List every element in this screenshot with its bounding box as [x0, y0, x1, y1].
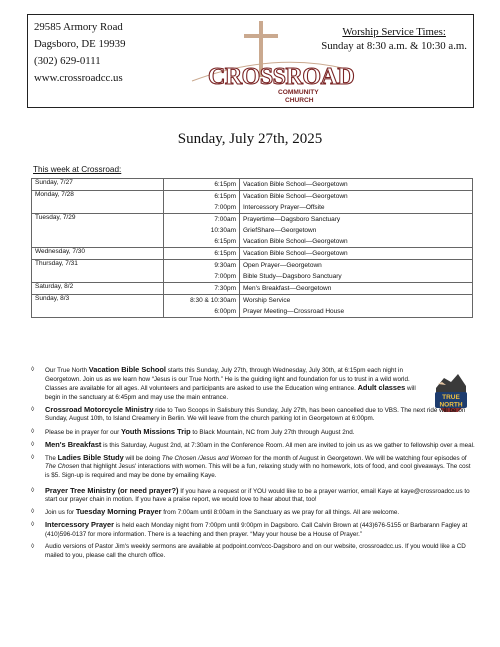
svg-text:TRUE: TRUE	[442, 394, 460, 401]
schedule-time: 9:30am	[214, 262, 236, 269]
schedule-events	[240, 283, 473, 295]
schedule-time: 6:15pm	[214, 238, 236, 245]
diamond-bullet-icon: ◊	[31, 405, 35, 413]
schedule-row	[32, 283, 473, 295]
schedule-event: Prayer Meeting—Crossroad House	[243, 308, 345, 315]
announcement-youth-missions: ◊ Please be in prayer for our Youth Missions Trip to Black Mountain, NC from July 27th through August 2nd.	[31, 426, 355, 436]
announcement-audio-sermons: ◊ Audio versions of Pastor Jim's weekly sermons are available at podpoint.com/ccc-Dagsboro and on our website, crossroadcc.us. If you would like a CD mailed to you, please call the church office.	[31, 543, 466, 559]
schedule-day: Sunday, 7/27	[32, 179, 164, 191]
diamond-bullet-icon: ◊	[31, 486, 35, 494]
schedule-day: Monday, 7/28	[32, 191, 164, 214]
diamond-bullet-icon: ◊	[31, 440, 35, 448]
schedule-time: 6:15pm	[214, 181, 236, 188]
announcement-motorcycle-ministry: ◊ Crossroad Motorcycle Ministry ride to Two Scoops in Salisbury this Sunday, July 27th, has been cancelled due to VBS. The next ride will be on Sunday, August 10th, to Island Creamery in Berlin. We will leave from the church parking lot in Georgetown at 6:00pm.	[31, 404, 466, 423]
website-link[interactable]: www.crossroadcc.us	[34, 72, 123, 84]
schedule-event: Prayertime—Dagsboro Sanctuary	[243, 216, 341, 223]
schedule-time: 6:00pm	[214, 308, 236, 315]
schedule-event: Open Prayer—Georgetown	[243, 262, 322, 269]
schedule-event: Intercessory Prayer—Offsite	[243, 204, 325, 211]
week-schedule-table	[31, 178, 473, 318]
diamond-bullet-icon: ◊	[31, 366, 35, 373]
schedule-row	[32, 248, 473, 260]
header-box	[27, 14, 474, 108]
announcement-tuesday-prayer: ◊ Join us for Tuesday Morning Prayer from 7:00am until 8:00am in the Sanctuary as we pray for all things. All are welcome.	[31, 507, 400, 517]
schedule-times	[164, 214, 240, 248]
schedule-times	[164, 191, 240, 214]
svg-text:NORTH: NORTH	[439, 401, 463, 409]
logo-subtitle-1: COMMUNITY	[278, 89, 319, 96]
announcement-vbs: ◊ Our True North Vacation Bible School starts this Sunday, July 27th, through Wednesday, July 30th, at 6:15pm each night in Georgetown. Join us as we learn how “Jesus is our True North.” He is the guiding light and foundation for us to trust in a wild world. Classes are available for all ages. All volunteers and participants are asked to use the Education wing entrance. Adult classes will begin in the sanctuary at 6:45pm and may use the main entrance.	[31, 365, 416, 401]
schedule-time: 7:00pm	[214, 204, 236, 211]
schedule-times	[164, 283, 240, 295]
schedule-event: Men's Breakfast—Georgetown	[243, 285, 332, 292]
logo-wordmark: CROSSROAD	[208, 64, 355, 90]
announcement-mens-breakfast: ◊ Men's Breakfast is this Saturday, August 2nd, at 7:30am in the Conference Room. All men are invited to join us as we gather to fellowship over a meal.	[31, 439, 475, 449]
worship-times-text: Sunday at 8:30 a.m. & 10:30 a.m.	[321, 40, 467, 52]
schedule-day: Wednesday, 7/30	[32, 248, 164, 260]
schedule-row	[32, 179, 473, 191]
schedule-time: 10:30am	[210, 227, 236, 234]
schedule-events	[240, 295, 473, 318]
schedule-time: 8:30 & 10:30am	[190, 297, 236, 304]
schedule-times	[164, 248, 240, 260]
schedule-row	[32, 295, 473, 318]
schedule-event: Worship Service	[243, 297, 291, 304]
schedule-event: Vacation Bible School—Georgetown	[243, 250, 348, 257]
schedule-time: 6:15pm	[214, 250, 236, 257]
schedule-times	[164, 179, 240, 191]
schedule-row	[32, 191, 473, 214]
schedule-time: 7:30pm	[214, 285, 236, 292]
announcement-ladies-bible-study: ◊ The Ladies Bible Study will be doing The Chosen /Jesus and Women for the month of August in Georgetown. We will be watching four episodes of The Chosen that highlight Jesus' interactions with women. This will be a fun, relaxing study with no homework, lots of food, and cool giveaways. The cost is $5. Sign-up is required and may be done by emailing Kaye.	[31, 452, 471, 479]
schedule-event: Vacation Bible School—Georgetown	[243, 238, 348, 245]
diamond-bullet-icon: ◊	[31, 543, 35, 550]
address-line-1: 29585 Armory Road	[34, 21, 123, 33]
worship-times-title: Worship Service Times:	[342, 26, 446, 38]
diamond-bullet-icon: ◊	[31, 521, 35, 529]
schedule-day: Sunday, 8/3	[32, 295, 164, 318]
schedule-events	[240, 191, 473, 214]
announcement-intercessory-prayer: ◊ Intercessory Prayer is held each Monday night from 7:00pm until 9:00pm in Dagsboro. Call Calvin Brown at (443)676-5155 or Barbarann Fagley at (410)596-0137 for more information. There is a teaching and then prayer. “May your house be a House of Prayer.”	[31, 520, 468, 538]
diamond-bullet-icon: ◊	[31, 508, 35, 516]
schedule-event: Bible Study—Dagsboro Sanctuary	[243, 273, 342, 280]
schedule-events	[240, 179, 473, 191]
bulletin-date: Sunday, July 27th, 2025	[177, 131, 323, 147]
schedule-time: 6:15pm	[214, 193, 236, 200]
diamond-bullet-icon: ◊	[31, 427, 35, 435]
phone-number: (302) 629-0111	[34, 55, 101, 67]
address-line-2: Dagsboro, DE 19939	[34, 38, 126, 50]
schedule-event: Vacation Bible School—Georgetown	[243, 181, 348, 188]
schedule-events	[240, 260, 473, 283]
diamond-bullet-icon: ◊	[31, 453, 35, 461]
schedule-time: 7:00pm	[214, 273, 236, 280]
schedule-day: Thursday, 7/31	[32, 260, 164, 283]
schedule-events	[240, 248, 473, 260]
logo-subtitle-2: CHURCH	[285, 97, 314, 104]
schedule-times	[164, 295, 240, 318]
worship-times-block	[321, 25, 467, 53]
schedule-day: Saturday, 8/2	[32, 283, 164, 295]
schedule-event: Vacation Bible School—Georgetown	[243, 193, 348, 200]
schedule-events	[240, 214, 473, 248]
schedule-event: GriefShare—Georgetown	[243, 227, 317, 234]
announcement-prayer-tree: ◊ Prayer Tree Ministry (or need prayer?) If you have a request or if YOU would like to be a prayer warrior, email Kaye at kaye@crossroadcc.us to start our prayer chain in motion. If you have a praise report, we would love to hear about that, too!	[31, 485, 470, 504]
schedule-day: Tuesday, 7/29	[32, 214, 164, 248]
schedule-time: 7:00am	[214, 216, 236, 223]
schedule-row	[32, 260, 473, 283]
schedule-row	[32, 214, 473, 248]
schedule-times	[164, 260, 240, 283]
announcements-list	[31, 366, 476, 564]
church-address-block	[34, 19, 125, 87]
week-schedule-title: This week at Crossroad:	[33, 165, 122, 174]
